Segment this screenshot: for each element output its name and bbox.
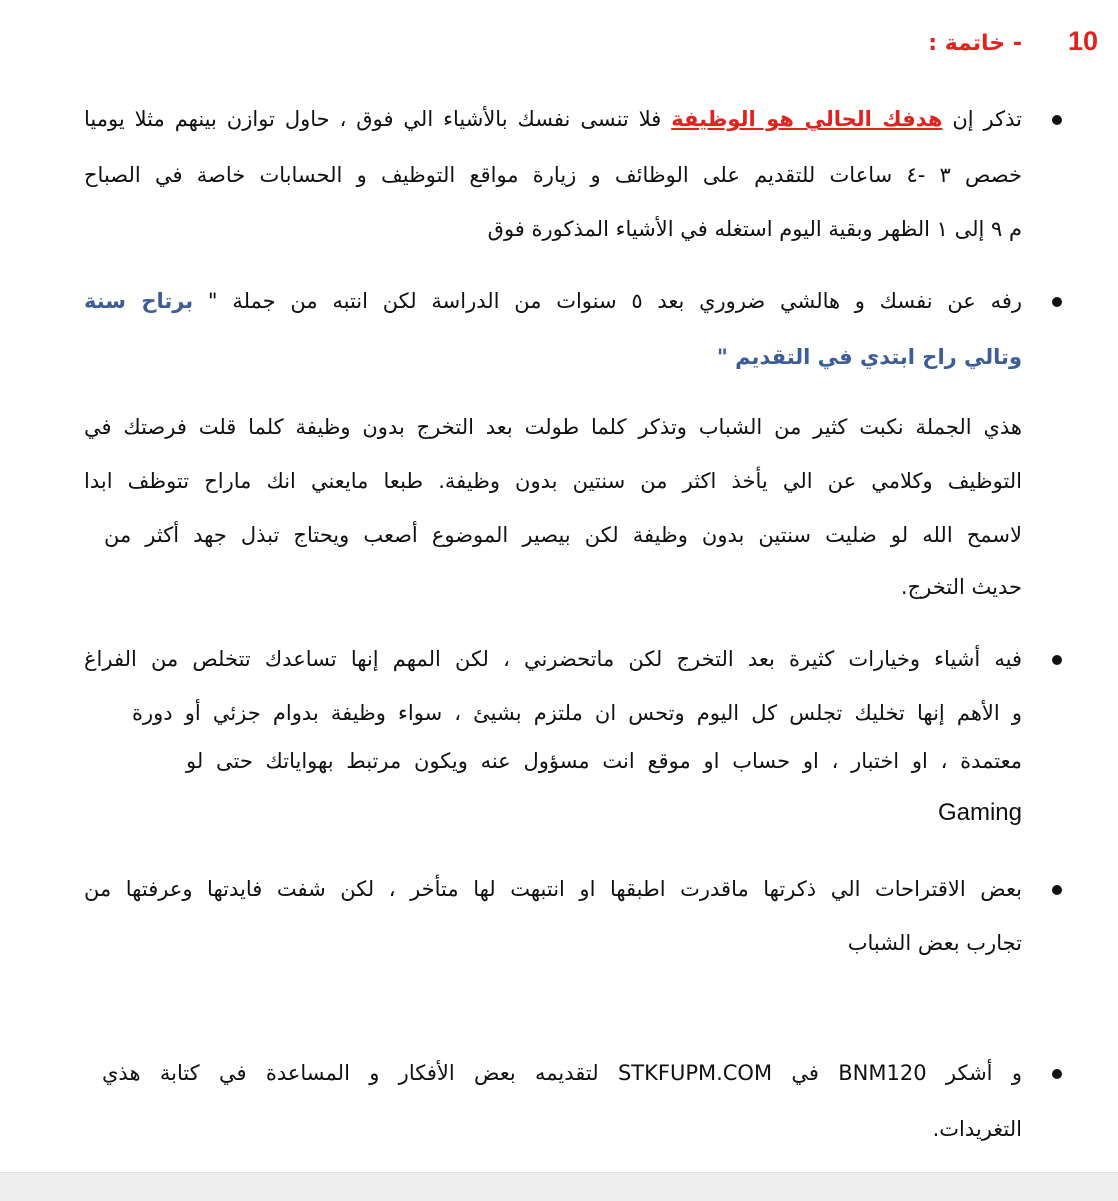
bullet-1-line-1-end: فلا تنسى نفسك بالأشياء الي فوق ، حاول توازن بينهم مثلا يوميا — [84, 107, 672, 131]
bullet-1-line-3: م ٩ إلى ١ الظهر وبقية اليوم استغله في الأشياء المذكورة فوق — [487, 217, 1022, 241]
bullet-icon — [1052, 885, 1062, 895]
bullet-3-line-3: معتمدة ، او اختبار ، او حساب او موقع انت مسؤول عنه ويكون مرتبط بهواياتك حتى لو — [186, 749, 1022, 773]
bullet-4-line-2: تجارب بعض الشباب — [847, 931, 1022, 955]
bullet-4-line-1: بعض الاقتراحات الي ذكرتها ماقدرت اطبقها او انتبهت لها متأخر ، لكن شفت فايدتها وعرفتها من — [84, 877, 1022, 901]
bullet-3-line-4: Gaming — [937, 799, 1022, 826]
bullet-1-line-1-start: تذكر إن — [942, 107, 1023, 131]
section-number: 10 — [1067, 26, 1098, 56]
paragraph-line-4: حديث التخرج. — [900, 575, 1022, 599]
bullet-3-line-1: فيه أشياء وخيارات كثيرة بعد التخرج لكن ماتحضرني ، لكن المهم إنها تساعدك تتخلص من الفراغ — [84, 647, 1022, 671]
quote-highlight-start: برتاح سنة — [84, 289, 194, 313]
bullet-1-line-1 — [84, 100, 1022, 138]
bullet-2-line-1 — [84, 282, 1022, 320]
bullet-icon — [1052, 297, 1062, 307]
quote-highlight-end: وتالي راح ابتدي في التقديم — [735, 345, 1022, 369]
paragraph-line-3: لاسمح الله لو ضليت سنتين بدون وظيفة لكن بيصير الموضوع أصعب ويحتاج تبذل جهد أكثر من — [104, 523, 1022, 547]
paragraph-line-2: التوظيف وكلامي عن الي يأخذ اكثر من سنتين بدون وظيفة. طبعا مايعني انك ماراح تتوظف ابدا — [84, 469, 1022, 493]
bullet-icon — [1052, 655, 1062, 665]
paragraph-line-1: هذي الجملة نكبت كثير من الشباب وتذكر كلما طولت بعد التخرج بدون وظيفة كلما قلت فرصتك في — [84, 415, 1022, 439]
section-title: - خاتمة : — [928, 31, 1022, 56]
section-header — [928, 26, 1098, 57]
quote-close: " — [716, 345, 736, 369]
bottom-bar — [0, 1172, 1118, 1201]
bullet-5-line-2: التغريدات. — [932, 1117, 1022, 1141]
bullet-2-line-2 — [84, 338, 1022, 376]
bullet-1-line-2: خصص ٣ -٤ ساعات للتقديم على الوظائف و زيارة مواقع التوظيف و الحسابات خاصة في الصباح — [84, 163, 1022, 187]
goal-highlight: هدفك الحالي هو الوظيفة — [671, 107, 943, 131]
bullet-icon — [1052, 115, 1062, 125]
bullet-3-line-2: و الأهم إنها تخليك تجلس كل اليوم وتحس ان ملتزم بشيئ ، سواء وظيفة بدوام جزئي أو دورة — [132, 701, 1022, 725]
bullet-2-line-1-start: رفه عن نفسك و هالشي ضروري بعد ٥ سنوات من الدراسة لكن انتبه من جملة " — [193, 289, 1023, 313]
bullet-icon — [1052, 1069, 1062, 1079]
bullet-5-line-1: و أشكر BNM120 في STKFUPM.COM لتقديمه بعض الأفكار و المساعدة في كتابة هذي — [102, 1061, 1022, 1085]
